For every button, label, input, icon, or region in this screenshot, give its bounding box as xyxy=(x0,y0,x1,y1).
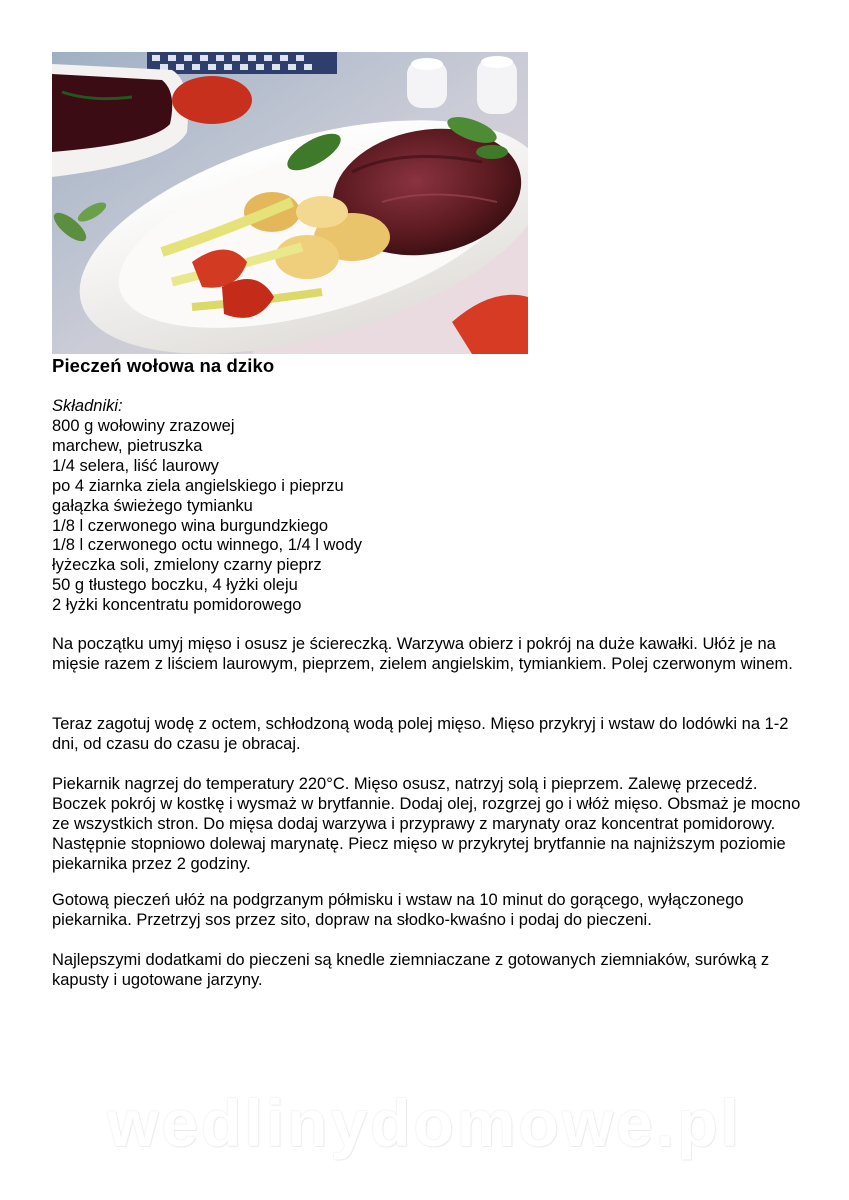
ingredient-item: gałązka świeżego tymianku xyxy=(52,496,253,515)
instruction-paragraph-5: Najlepszymi dodatkami do pieczeni są knedle ziemniaczane z gotowanych ziemniaków, surówką z kapusty i ugotowane jarzyny. xyxy=(52,951,770,989)
instruction-paragraph-3: Piekarnik nagrzej do temperatury 220°C. Mięso osusz, natrzyj solą i pieprzem. Zalewę przecedź. Boczek pokrój w kostkę i wysmaż w brytfannie. Dodaj olej, rozgrzej go i włóż mięso. Obsmaż je mocno ze wszystkich stron. Do mięsa dodaj warzywa i przyprawy z marynaty oraz koncentrat pomidorowy. Następnie stopniowo dolewaj marynatę. Piecz mięso w przykrytej brytfannie na najniższym poziomie piekarnika przez 2 godziny. xyxy=(52,775,801,873)
site-watermark: wedlinydomowe.pl xyxy=(107,1086,742,1160)
ingredient-item: 1/4 selera, liść laurowy xyxy=(52,456,219,475)
recipe-title: Pieczeń wołowa na dziko xyxy=(52,355,275,376)
ingredient-item: 50 g tłustego boczku, 4 łyżki oleju xyxy=(52,576,298,595)
instruction-paragraph-1: Na początku umyj mięso i osusz je ściereczką. Warzywa obierz i pokrój na duże kawałki. Ułóż je na mięsie razem z liściem laurowym, pieprzem, zielem angielskim, tymiankiem. Polej czerwonym winem. xyxy=(52,635,793,673)
ingredient-item: 1/8 l czerwonego octu winnego, 1/4 l wody xyxy=(52,536,363,555)
ingredient-item: marchew, pietruszka xyxy=(52,436,203,455)
dish-photo xyxy=(52,52,528,354)
ingredient-item: 800 g wołowiny zrazowej xyxy=(52,417,235,435)
instruction-paragraph-4: Gotową pieczeń ułóż na podgrzanym półmisku i wstaw na 10 minut do gorącego, wyłączonego piekarnika. Przetrzyj sos przez sito, dopraw na słodko-kwaśno i podaj do pieczeni. xyxy=(52,891,744,929)
ingredient-item: 2 łyżki koncentratu pomidorowego xyxy=(52,596,302,615)
ingredients-heading: Składniki: xyxy=(52,397,123,415)
ingredient-item: 1/8 l czerwonego wina burgundzkiego xyxy=(52,516,329,535)
ingredient-item: po 4 ziarnka ziela angielskiego i pieprzu xyxy=(52,476,344,495)
ingredient-item: łyżeczka soli, zmielony czarny pieprz xyxy=(52,556,322,575)
ingredients-list xyxy=(52,417,362,616)
instruction-paragraph-2: Teraz zagotuj wodę z octem, schłodzoną wodą polej mięso. Mięso przykryj i wstaw do lodówki na 1-2 dni, od czasu do czasu je obracaj. xyxy=(52,715,789,753)
roast-beef-plate-image xyxy=(52,52,528,354)
